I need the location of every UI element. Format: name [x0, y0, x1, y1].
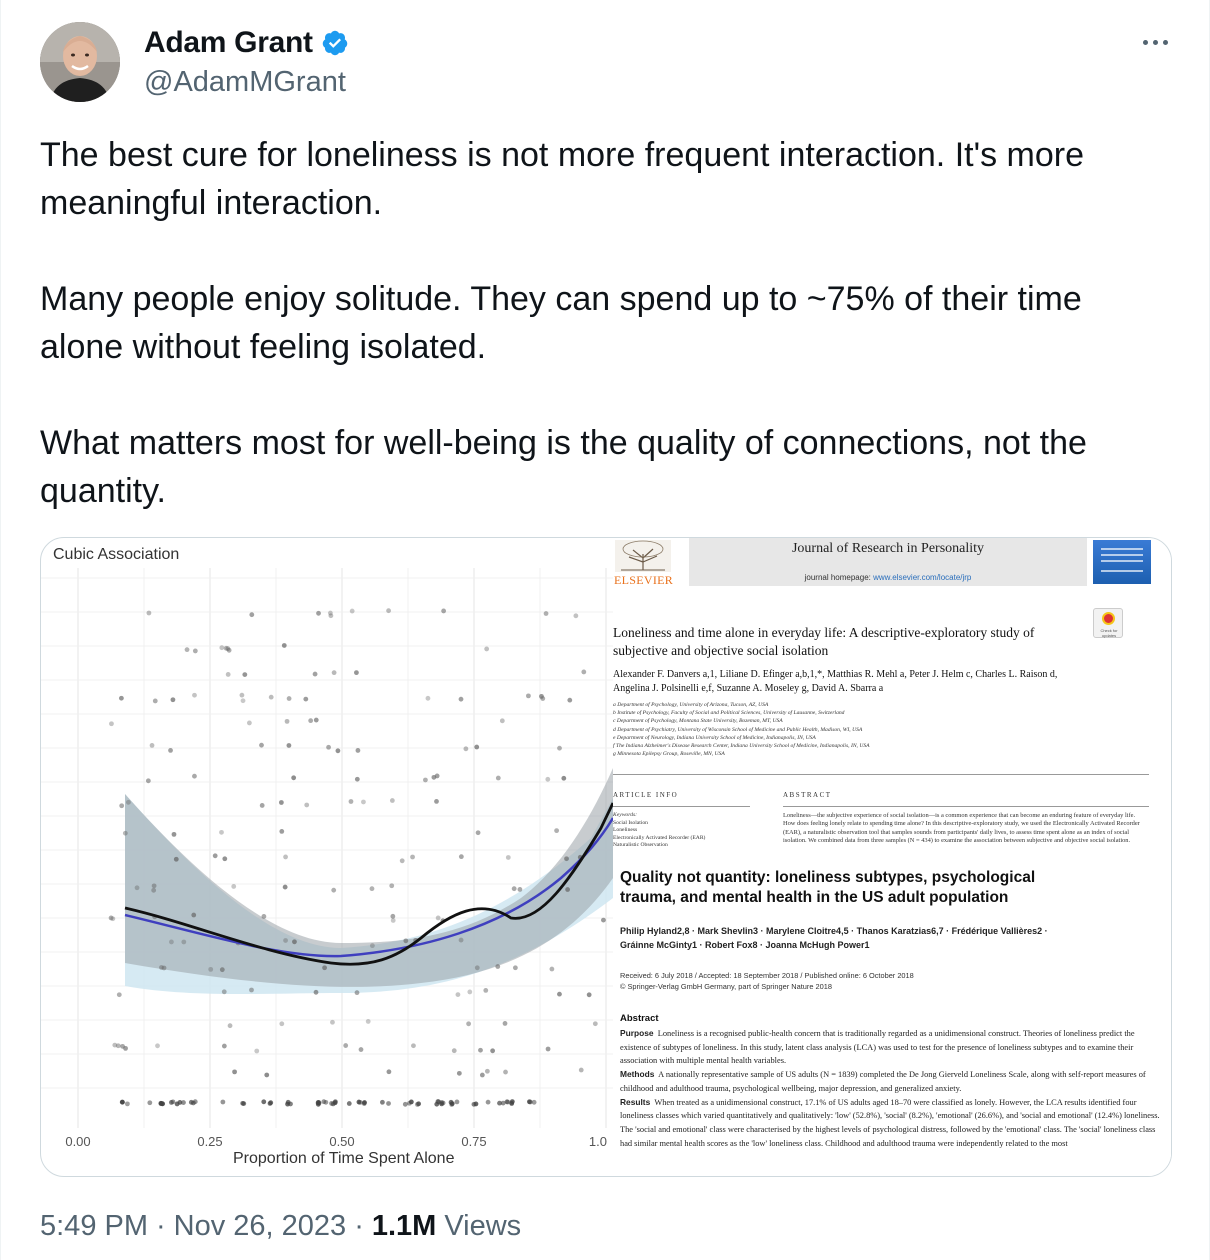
affiliation-line: b Institute of Psychology, Faculty of Social and Political Sciences, University of Lausanne, Switzerland: [613, 710, 845, 717]
data-point: [474, 1102, 479, 1107]
keyword-line: Keywords:: [613, 812, 638, 818]
data-point: [347, 1101, 352, 1106]
data-point: [357, 1100, 362, 1105]
data-point: [177, 1100, 182, 1105]
data-point: [259, 743, 264, 748]
abstract-heading: ABSTRACT: [783, 791, 832, 799]
data-point: [322, 965, 327, 970]
data-point: [150, 743, 155, 748]
data-point: [119, 803, 124, 808]
author-handle[interactable]: @AdamMGrant: [144, 66, 346, 98]
affiliation-line: a Department of Psychology, University of Arizona, Tucson, AZ, USA: [613, 702, 769, 708]
data-point: [314, 718, 319, 723]
data-point: [370, 943, 375, 948]
data-point: [220, 967, 225, 972]
data-point: [343, 1043, 348, 1048]
data-point: [457, 1071, 462, 1076]
data-point: [168, 748, 173, 753]
data-point: [546, 1047, 551, 1052]
paper-abstract: Loneliness—the subjective experience of social isolation—is a common experience that can become an enduring feature of everyday life. How does feeling lonely relate to spending time alone? In this descriptive-exploratory study, we used the Electronically Activated Recorder (EAR), a naturalistic observation tool that samples sounds from participants' daily lives, to assess time spent alone as an index of social isolation. We combined data from three samples (N = 434) to examine the association between subjective and objective social isolation.: [783, 812, 1140, 844]
data-point: [410, 855, 415, 860]
data-point: [225, 646, 230, 651]
data-point: [441, 609, 446, 614]
tweet-paragraph: The best cure for loneliness is not more frequent interaction. It's more meaningful interaction.: [40, 136, 1084, 222]
data-point: [283, 885, 288, 890]
data-point: [316, 611, 321, 616]
data-point: [500, 718, 505, 723]
data-point: [228, 1023, 233, 1028]
data-point: [449, 1100, 454, 1105]
check-for-updates-label: Check for updates: [1100, 628, 1118, 638]
data-point: [463, 746, 468, 751]
paper-authors: Alexander F. Danvers a,1, Liliane D. Efinger a,b,1,*, Matthias R. Mehl a, Peter J. Helm c, Charles L. Raison d, Angelina J. Polsinelli e,f, Suzanne A. Moseley g, David A. Sbarra a: [613, 669, 1058, 694]
data-point: [125, 1101, 130, 1106]
journal-cover-image: [1093, 540, 1151, 584]
data-point: [285, 719, 290, 724]
second-paper-authors: [620, 924, 1120, 952]
data-point: [282, 643, 287, 648]
second-paper-screenshot: [613, 860, 1172, 1177]
data-point: [565, 887, 570, 892]
affiliation-line: c Department of Psychology, Montana State University, Bozeman, MT, USA: [613, 718, 783, 725]
affiliation-line: d Department of Psychiatry, University of Wisconsin School of Medicine and Public Health, Madison, WI, USA: [613, 726, 863, 733]
data-point: [152, 883, 157, 888]
data-point: [261, 1099, 266, 1104]
data-point: [222, 856, 227, 861]
check-for-updates-icon: [1093, 608, 1123, 638]
data-point: [120, 1100, 125, 1105]
data-point: [355, 777, 360, 782]
data-point: [355, 990, 360, 995]
publisher-name: ELSEVIER: [614, 573, 674, 587]
data-point: [436, 916, 441, 921]
data-point: [126, 800, 131, 805]
data-point: [496, 776, 501, 781]
data-point: [268, 1100, 273, 1105]
data-point: [503, 1021, 508, 1026]
data-point: [423, 778, 428, 783]
data-point: [249, 612, 254, 617]
data-point: [208, 967, 213, 972]
data-point: [287, 743, 292, 748]
data-point: [247, 721, 252, 726]
data-point: [109, 721, 114, 726]
data-point: [485, 1069, 490, 1074]
data-point: [308, 718, 313, 723]
data-point: [512, 886, 517, 891]
journal-homepage: [689, 573, 1087, 582]
data-point: [506, 855, 511, 860]
data-point: [390, 798, 395, 803]
data-point: [490, 1048, 495, 1053]
second-paper-abstract: [620, 1027, 1160, 1150]
separator: ·: [354, 1210, 364, 1242]
data-point: [328, 613, 333, 618]
data-point: [416, 1101, 421, 1106]
author-name-row[interactable]: [144, 26, 349, 60]
data-point: [313, 672, 318, 677]
tweet-date[interactable]: Nov 26, 2023: [173, 1210, 347, 1242]
data-point: [467, 990, 472, 995]
data-point: [436, 1099, 441, 1104]
data-point: [117, 992, 122, 997]
keyword-line: Electronically Activated Recorder (EAR): [613, 834, 706, 841]
journal-homepage-label: journal homepage:: [804, 573, 871, 582]
data-point: [486, 1100, 491, 1105]
data-point: [222, 989, 227, 994]
data-point: [456, 992, 461, 997]
data-point: [174, 857, 179, 862]
data-point: [356, 748, 361, 753]
data-point: [386, 1101, 391, 1106]
data-point: [155, 1043, 160, 1048]
data-point: [288, 1102, 293, 1107]
data-point: [510, 1099, 515, 1104]
data-point: [557, 992, 562, 997]
paper-title: Loneliness and time alone in everyday life: A descriptive-exploratory study of subjective and objective social isolation: [613, 625, 1035, 658]
tweet-media-image[interactable]: [40, 537, 1172, 1177]
affiliation-line: f The Indiana Alzheimer's Disease Research Center, Indiana University School of Medicine, Indianapolis, IN, USA: [613, 743, 870, 750]
data-point: [370, 886, 375, 891]
data-point: [254, 1049, 259, 1054]
abstract-results: [620, 1096, 1160, 1151]
data-point: [185, 647, 190, 652]
data-point: [219, 645, 224, 650]
data-point: [323, 1100, 328, 1105]
data-point: [219, 830, 224, 835]
divider: [783, 806, 1149, 807]
author-avatar[interactable]: [40, 22, 120, 102]
data-point: [287, 696, 292, 701]
plot-title: Cubic Association: [53, 546, 180, 563]
data-point: [459, 697, 464, 702]
x-tick-label: 1.0: [588, 1134, 607, 1149]
data-point: [193, 649, 198, 654]
data-point: [220, 1100, 225, 1105]
x-tick-label: 0.75: [461, 1134, 487, 1149]
data-point: [316, 1100, 321, 1105]
data-point: [366, 1019, 371, 1024]
data-point: [123, 1046, 128, 1051]
data-point: [518, 887, 523, 892]
data-point: [292, 939, 297, 944]
data-point: [269, 695, 274, 700]
keyword-line: Naturalistic Observation: [613, 842, 668, 848]
data-point: [549, 967, 554, 972]
data-point: [123, 831, 128, 836]
elsevier-logo-icon: [615, 540, 671, 572]
data-point: [242, 672, 247, 677]
more-options-icon[interactable]: [1135, 30, 1175, 54]
data-point: [330, 1020, 335, 1025]
data-point: [587, 992, 592, 997]
data-point: [389, 883, 394, 888]
data-point: [475, 965, 480, 970]
data-point: [459, 938, 464, 943]
affiliation-line: e Department of Neurology, Indiana University School of Medicine, Indianapolis, IN, USA: [613, 734, 816, 741]
data-point: [526, 693, 531, 698]
data-point: [169, 940, 174, 945]
author-display-name[interactable]: Adam Grant: [144, 26, 313, 59]
avatar-image: [40, 22, 120, 102]
methods-label: Methods: [620, 1069, 655, 1080]
data-point: [528, 1100, 533, 1105]
data-point: [222, 1044, 227, 1049]
separator: ·: [156, 1210, 166, 1242]
data-point: [387, 1069, 392, 1074]
scatter-plot: [41, 538, 613, 1177]
results-label: Results: [620, 1096, 651, 1107]
author-line: Gráinne McGinty1 · Robert Fox8 · Joanna McHugh Power1: [620, 940, 870, 950]
abstract-methods: [620, 1068, 1160, 1095]
data-point: [435, 774, 440, 779]
data-point: [232, 1069, 237, 1074]
data-point: [262, 914, 267, 919]
data-point: [390, 914, 395, 919]
data-point: [455, 1100, 460, 1105]
data-point: [191, 1101, 196, 1106]
data-point: [362, 1100, 367, 1105]
data-point: [441, 1101, 446, 1106]
data-point: [403, 938, 408, 943]
data-point: [279, 800, 284, 805]
data-point: [400, 858, 405, 863]
data-point: [213, 853, 218, 858]
data-point: [513, 965, 518, 970]
data-point: [581, 670, 586, 675]
data-point: [147, 1100, 152, 1105]
divider: [613, 806, 750, 807]
paper-affiliations: [613, 701, 1083, 758]
data-point: [557, 746, 562, 751]
data-point: [171, 697, 176, 702]
data-point: [478, 1048, 483, 1053]
author-line: Philip Hyland2,8 · Mark Shevlin3 · Marylene Cloitre4,5 · Thanos Karatzias6,7 · Frédérique Vallières2 ·: [620, 926, 1048, 936]
data-point: [386, 608, 391, 613]
data-point: [283, 938, 288, 943]
data-point: [336, 748, 341, 753]
results-text: When treated as a unidimensional construct, 17.1% of US adults aged 18–70 were classified as lonely. However, the LCA results identified four loneliness classes which varied quantitatively and qualitatively: 'low' (52.8%), 'social' (8.2%), 'emotional' (26.6%), and 'social and emotional' (12.4%) loneliness. The 'social and emotional' class were characterised by the highest levels of psychological distress, followed by the 'emotional' class. The 'social' loneliness class had similar mental health scores as the 'low' loneliness class. Childhood and adulthood trauma were independently related to the most: [620, 1097, 1160, 1148]
data-point: [476, 830, 481, 835]
data-point: [579, 1068, 584, 1073]
article-info-heading: ARTICLE INFO: [613, 791, 679, 799]
data-point: [249, 988, 254, 993]
data-point: [359, 1047, 364, 1052]
data-point: [135, 885, 140, 890]
data-point: [545, 777, 550, 782]
data-point: [361, 800, 366, 805]
journal-homepage-url: www.elsevier.com/locate/jrp: [873, 573, 972, 582]
keyword-line: Loneliness: [613, 827, 638, 833]
data-point: [434, 799, 439, 804]
second-paper-title: Quality not quantity: loneliness subtypes, psychological trauma, and mental health in the US adult population: [620, 869, 1036, 906]
data-point: [539, 694, 544, 699]
tweet-paragraph: What matters most for well-being is the quality of connections, not the quantity.: [40, 424, 1087, 510]
data-point: [162, 966, 167, 971]
data-point: [561, 776, 566, 781]
data-point: [354, 670, 359, 675]
data-point: [411, 1043, 416, 1048]
data-point: [314, 990, 319, 995]
data-point: [593, 1021, 598, 1026]
data-point: [151, 888, 156, 893]
plot-x-axis-label: Proportion of Time Spent Alone: [233, 1150, 455, 1167]
data-point: [503, 1070, 508, 1075]
tweet-footer: [40, 1210, 521, 1243]
tweet-time[interactable]: 5:49 PM: [40, 1210, 148, 1242]
data-point: [146, 778, 151, 783]
data-point: [495, 964, 500, 969]
data-point: [191, 913, 196, 918]
data-point: [240, 693, 245, 698]
data-point: [409, 1100, 414, 1105]
data-point: [391, 918, 396, 923]
second-paper-dates: [620, 970, 1120, 992]
purpose-label: Purpose: [620, 1028, 654, 1038]
data-point: [601, 918, 606, 923]
copyright-line: © Springer-Verlag GmbH Germany, part of Springer Nature 2018: [620, 982, 832, 991]
data-point: [484, 647, 489, 652]
data-point: [554, 828, 559, 833]
x-tick-label: 0.00: [65, 1134, 91, 1149]
methods-text: A nationally representative sample of US adults (N = 1839) completed the De Jong Gierveld Loneliness Scale, along with self-report measures of childhood and adulthood trauma, psychological wellbeing, major depression, and generalized anxiety.: [620, 1070, 1146, 1093]
data-point: [380, 1100, 385, 1105]
data-point: [240, 1101, 245, 1106]
keyword-line: Social Isolation: [613, 819, 648, 826]
verified-badge-icon[interactable]: [321, 29, 349, 57]
data-point: [326, 745, 331, 750]
data-point: [332, 670, 337, 675]
data-point: [483, 988, 488, 993]
data-point: [192, 693, 197, 698]
data-point: [147, 611, 152, 616]
divider: [613, 774, 1149, 775]
data-point: [279, 829, 284, 834]
paper-screenshot: [613, 538, 1172, 1177]
views-count: 1.1M: [371, 1210, 437, 1242]
dates-line: Received: 6 July 2018 / Accepted: 18 September 2018 / Published online: 6 October 2018: [620, 971, 914, 980]
data-point: [181, 940, 186, 945]
tweet-paragraph: Many people enjoy solitude. They can spend up to ~75% of their time alone without feeling isolated.: [40, 280, 1082, 366]
data-point: [403, 1102, 408, 1107]
x-tick-label: 0.25: [197, 1134, 223, 1149]
data-point: [283, 855, 288, 860]
data-point: [116, 1043, 121, 1048]
data-point: [264, 1073, 269, 1078]
data-point: [160, 1101, 165, 1106]
data-point: [119, 696, 124, 701]
data-point: [331, 888, 336, 893]
data-point: [331, 1101, 336, 1106]
affiliation-line: g Minnesota Epilepsy Group, Roseville, MN, USA: [613, 751, 725, 758]
abstract-purpose: [620, 1027, 1160, 1068]
data-point: [480, 1073, 485, 1078]
data-point: [466, 1021, 471, 1026]
data-point: [110, 916, 115, 921]
data-point: [497, 1101, 502, 1106]
second-paper-abstract-heading: Abstract: [620, 1013, 659, 1024]
data-point: [279, 1021, 284, 1026]
data-point: [567, 698, 572, 703]
views-label: Views: [444, 1210, 522, 1242]
data-point: [304, 803, 309, 808]
data-point: [260, 803, 265, 808]
data-point: [350, 609, 355, 614]
data-point: [426, 696, 431, 701]
data-point: [172, 832, 177, 837]
data-point: [573, 613, 578, 618]
data-point: [474, 745, 479, 750]
data-point: [226, 672, 231, 677]
data-point: [459, 854, 464, 859]
data-point: [303, 697, 308, 702]
journal-title: Journal of Research in Personality: [791, 541, 985, 556]
data-point: [564, 856, 569, 861]
data-point: [192, 774, 197, 779]
data-point: [544, 611, 549, 616]
x-tick-label: 0.50: [329, 1134, 355, 1149]
data-point: [153, 699, 158, 704]
data-point: [231, 884, 236, 889]
data-point: [452, 1048, 457, 1053]
data-point: [349, 799, 354, 804]
data-point: [171, 1099, 176, 1104]
data-point: [241, 698, 246, 703]
paper-keywords: [613, 812, 763, 850]
data-point: [291, 775, 296, 780]
tweet-text: [40, 131, 1170, 515]
purpose-text: Loneliness is a recognised public-health concern that is traditionally regarded as a unidimensional construct. Theories of loneliness predict the existence of subtypes of loneliness. In this study, latent class analysis (LCA) was used to test for the presence of loneliness subtypes and to examine their association with multiple mental health variables.: [620, 1029, 1135, 1066]
